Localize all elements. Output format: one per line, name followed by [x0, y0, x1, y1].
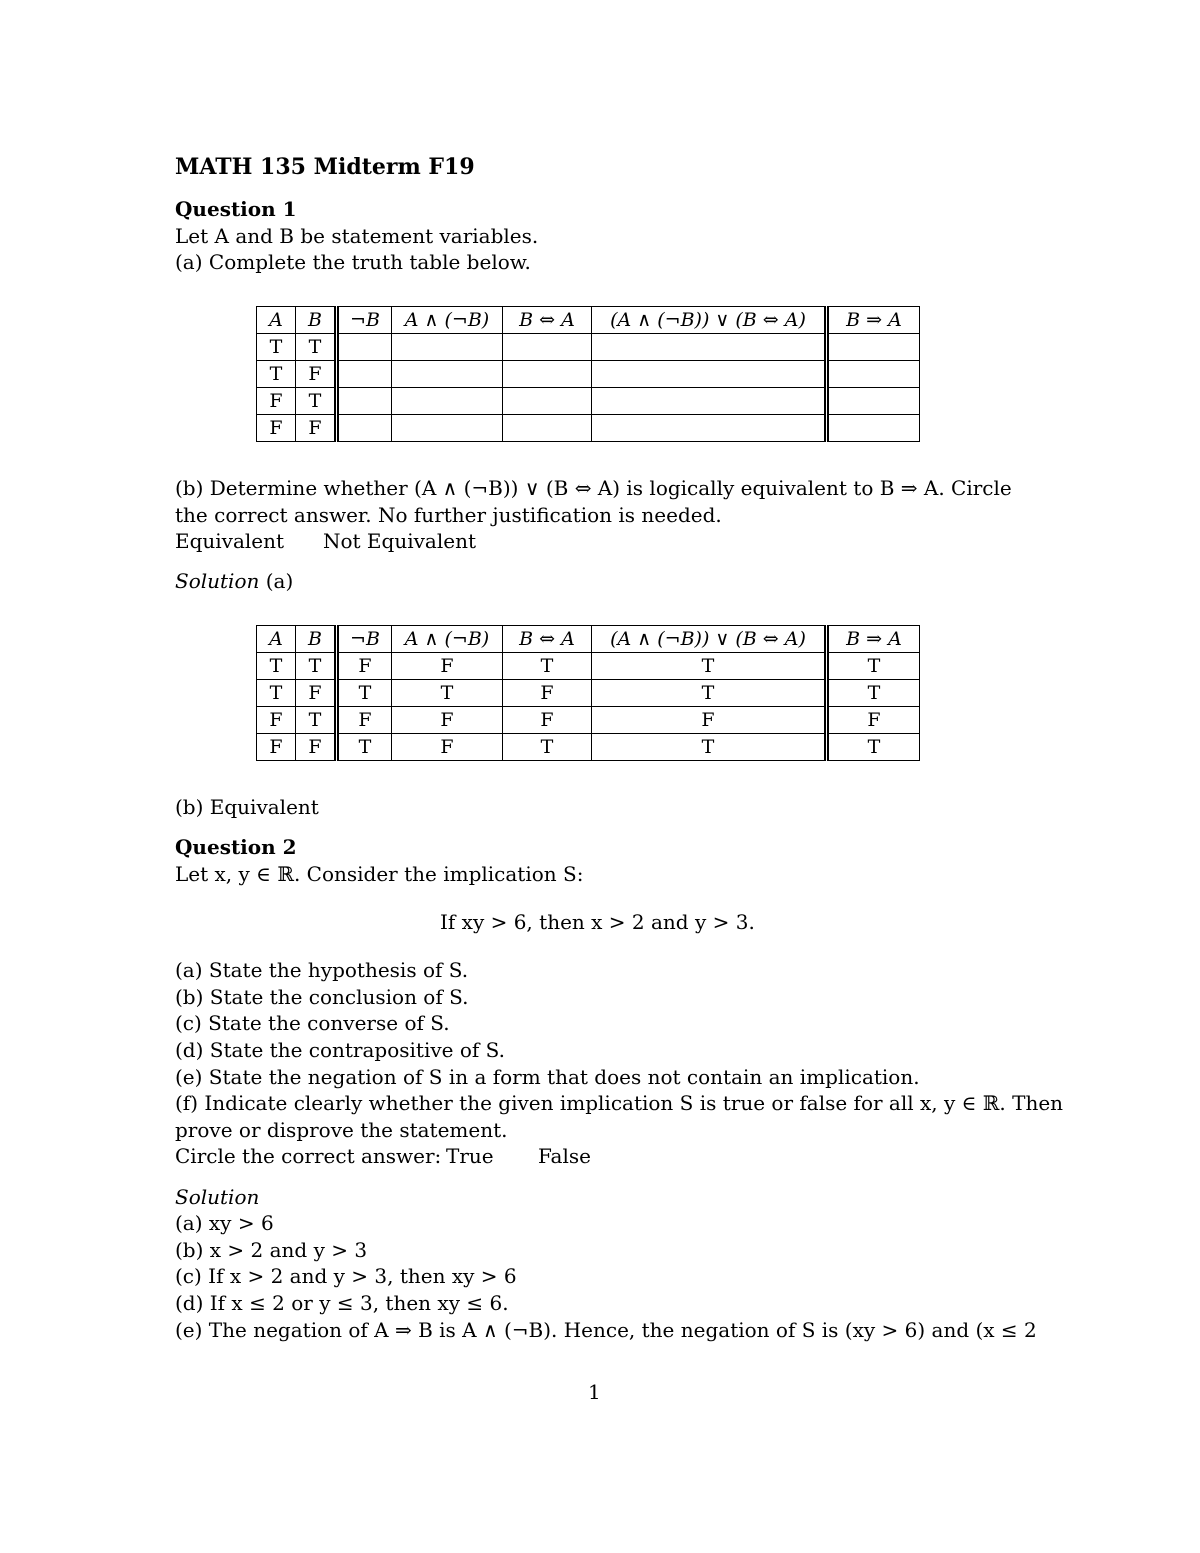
q2-solution-e: (e) The negation of A ⇒ B is A ∧ (¬B). Hence, the negation of S is (xy > 6) and (x ≤ 2 [175, 1318, 1037, 1342]
solution-truth-table [256, 625, 920, 761]
blank-table-cell: F [257, 415, 296, 442]
solution-table-cell: T [257, 680, 296, 707]
table-row [257, 361, 920, 388]
blank-table-cell [503, 334, 592, 361]
table-row [257, 707, 920, 734]
blank-table-cell [503, 361, 592, 388]
solution-table-cell: F [337, 707, 392, 734]
blank-table-cell [392, 361, 503, 388]
q1-solution-b: (b) Equivalent [175, 795, 319, 819]
table-header-cell: B ⇔ A [503, 626, 592, 653]
solution-table-cell: F [257, 707, 296, 734]
page-number: 1 [588, 1380, 601, 1404]
blank-table-cell [827, 334, 920, 361]
q2-part-a: (a) State the hypothesis of S. [175, 958, 469, 982]
solution-table-cell: F [592, 707, 827, 734]
q1-part-b-line2: the correct answer. No further justification is needed. [175, 503, 722, 527]
page-title: MATH 135 Midterm F19 [175, 154, 475, 180]
blank-table-cell [503, 388, 592, 415]
solution-table-cell: T [827, 680, 920, 707]
q1-solution-heading [175, 571, 293, 591]
solution-table-cell: T [592, 653, 827, 680]
q1-part-a: (a) Complete the truth table below. [175, 250, 531, 274]
table-row [257, 680, 920, 707]
solution-table-cell: F [296, 734, 337, 761]
q2-part-f-line2: prove or disprove the statement. [175, 1118, 508, 1142]
table-row [257, 734, 920, 761]
solution-table-cell: T [592, 680, 827, 707]
option-false: False [538, 1144, 591, 1168]
solution-part-label: (a) [265, 569, 294, 593]
table-header-cell: A [257, 626, 296, 653]
solution-table-cell: F [827, 707, 920, 734]
table-header-cell: A ∧ (¬B) [392, 307, 503, 334]
question-1-heading: Question 1 [175, 197, 297, 221]
table-row [257, 388, 920, 415]
solution-table-cell: T [296, 707, 337, 734]
blank-table-cell: T [257, 334, 296, 361]
solution-table-cell: T [827, 653, 920, 680]
blank-table-cell [503, 415, 592, 442]
blank-table-cell [592, 361, 827, 388]
blank-table-cell [827, 415, 920, 442]
solution-table-cell: F [296, 680, 337, 707]
solution-table-cell: F [503, 707, 592, 734]
q2-solution-a: (a) xy > 6 [175, 1211, 274, 1235]
blank-table-cell [827, 361, 920, 388]
q2-statement: If xy > 6, then x > 2 and y > 3. [440, 910, 755, 934]
q2-part-f-line1: (f) Indicate clearly whether the given implication S is true or false for all x, y ∈ ℝ. Then [175, 1091, 1064, 1115]
q2-solution-b: (b) x > 2 and y > 3 [175, 1238, 368, 1262]
blank-table-cell [337, 388, 392, 415]
q2-part-d: (d) State the contrapositive of S. [175, 1038, 505, 1062]
solution-table-cell: F [392, 734, 503, 761]
q2-part-c: (c) State the converse of S. [175, 1011, 450, 1035]
q2-part-b: (b) State the conclusion of S. [175, 985, 469, 1009]
q2-solution-heading [175, 1187, 259, 1207]
table-header-cell: B [296, 626, 337, 653]
blank-table-cell [392, 415, 503, 442]
blank-table-cell [592, 415, 827, 442]
solution-table-cell: T [503, 653, 592, 680]
solution-table-cell: T [337, 734, 392, 761]
table-row [257, 653, 920, 680]
table-row [257, 334, 920, 361]
solution-table-cell: T [296, 653, 337, 680]
blank-truth-table [256, 306, 920, 442]
blank-table-cell: T [296, 334, 337, 361]
blank-table-cell [392, 388, 503, 415]
blank-table-cell [337, 334, 392, 361]
table-header-cell: ¬B [337, 626, 392, 653]
table-header-cell: B ⇒ A [827, 307, 920, 334]
blank-table-cell: F [296, 361, 337, 388]
blank-table-cell: T [296, 388, 337, 415]
option-not-equivalent: Not Equivalent [323, 529, 476, 553]
question-2-heading: Question 2 [175, 835, 297, 859]
solution-table-cell: T [827, 734, 920, 761]
blank-table-cell [592, 388, 827, 415]
blank-table-cell [337, 415, 392, 442]
table-header-row [257, 626, 920, 653]
table-header-cell: (A ∧ (¬B)) ∨ (B ⇔ A) [592, 626, 827, 653]
q2-part-e: (e) State the negation of S in a form that does not contain an implication. [175, 1065, 920, 1089]
solution-table-cell: F [503, 680, 592, 707]
table-header-cell: B [296, 307, 337, 334]
option-true: True [446, 1144, 494, 1168]
solution-table-cell: F [392, 707, 503, 734]
circle-answer-label: Circle the correct answer: [175, 1144, 442, 1168]
table-header-cell: A [257, 307, 296, 334]
solution-table-cell: T [257, 653, 296, 680]
blank-table-cell [592, 334, 827, 361]
q2-intro: Let x, y ∈ ℝ. Consider the implication S: [175, 862, 584, 886]
q2-solution-d: (d) If x ≤ 2 or y ≤ 3, then xy ≤ 6. [175, 1291, 509, 1315]
option-equivalent: Equivalent [175, 529, 285, 553]
solution-table-cell: T [392, 680, 503, 707]
solution-label: Solution [175, 1185, 260, 1209]
table-header-cell: (A ∧ (¬B)) ∨ (B ⇔ A) [592, 307, 827, 334]
q1-part-b-line1: (b) Determine whether (A ∧ (¬B)) ∨ (B ⇔ A) is logically equivalent to B ⇒ A. Circle [175, 476, 1012, 500]
blank-table-cell: F [296, 415, 337, 442]
table-header-cell: B ⇔ A [503, 307, 592, 334]
solution-label: Solution [175, 569, 260, 593]
solution-table-cell: F [337, 653, 392, 680]
solution-table-cell: T [592, 734, 827, 761]
table-row [257, 415, 920, 442]
solution-table-cell: T [337, 680, 392, 707]
table-header-cell: B ⇒ A [827, 626, 920, 653]
blank-table-cell [337, 361, 392, 388]
blank-table-cell [827, 388, 920, 415]
blank-table-cell [392, 334, 503, 361]
table-header-cell: A ∧ (¬B) [392, 626, 503, 653]
solution-table-cell: T [503, 734, 592, 761]
blank-table-cell: F [257, 388, 296, 415]
table-header-row [257, 307, 920, 334]
solution-table-cell: F [392, 653, 503, 680]
blank-table-cell: T [257, 361, 296, 388]
q1-intro-line: Let A and B be statement variables. [175, 224, 539, 248]
solution-table-cell: F [257, 734, 296, 761]
q2-solution-c: (c) If x > 2 and y > 3, then xy > 6 [175, 1264, 517, 1288]
table-header-cell: ¬B [337, 307, 392, 334]
